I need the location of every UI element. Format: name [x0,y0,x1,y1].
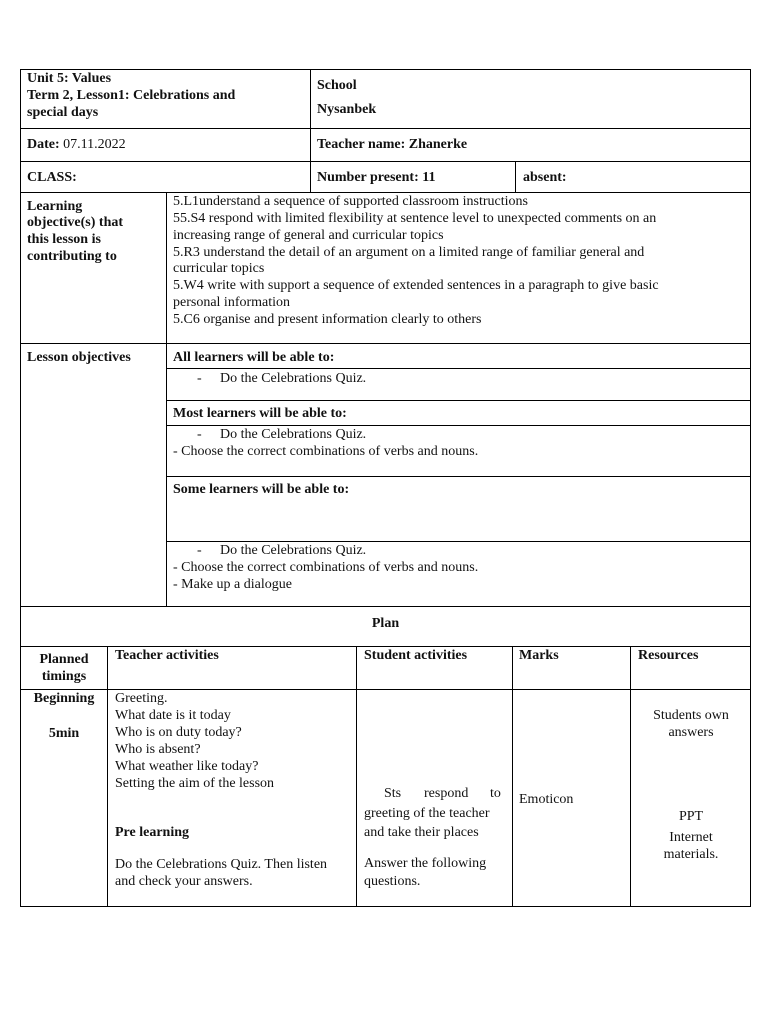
resource-line: Internet [669,830,713,845]
teacher-activity-line: Greeting. [115,691,168,706]
learning-objectives-label-4: contributing to [27,249,117,264]
student-activity-line: and take their places [364,825,479,840]
pre-learning-line: Do the Celebrations Quiz. Then listen [115,857,328,872]
resource-line: answers [668,725,714,740]
marks-value: Emoticon [519,792,574,807]
date-field [27,136,126,153]
learning-objective-line: 55.S4 respond with limited flexibility at sentence level to unexpected comments on an [173,211,657,226]
rule [166,400,751,401]
plan-title: Plan [371,616,400,631]
learning-objective-line: 5.C6 organise and present information clearly to others [173,312,482,327]
resource-line: materials. [663,847,719,862]
teacher-activity-line: Setting the aim of the lesson [115,776,275,791]
most-learners-item: - Choose the correct combinations of verbs and nouns. [173,444,479,459]
all-learners-item: Do the Celebrations Quiz. [220,371,367,386]
most-learners-heading: Most learners will be able to: [173,406,347,421]
rule [20,606,751,607]
number-present: Number present: 11 [317,170,436,185]
learning-objective-line: curricular topics [173,261,265,276]
resource-line: Students own [653,708,729,723]
student-answer-line: Answer the following [364,856,487,871]
col-header-resources: Resources [638,648,699,663]
teacher-activity-line: Who is absent? [115,742,201,757]
school-name: Nysanbek [317,102,377,117]
col-header-student: Student activities [364,648,468,663]
col-header-timings-2: timings [41,669,87,684]
date-label: Date: [27,137,60,152]
bullet-dash: - [197,543,202,558]
some-learners-item: Do the Celebrations Quiz. [220,543,367,558]
rule [107,646,108,907]
some-learners-heading: Some learners will be able to: [173,482,350,497]
bullet-dash: - [197,427,202,442]
learning-objective-line: personal information [173,295,291,310]
rule [166,476,751,477]
learning-objectives-label-2: objective(s) that [27,215,124,230]
rule [166,368,751,369]
teacher-activity-line: What weather like today? [115,759,259,774]
some-learners-item: - Make up a dialogue [173,577,292,592]
col-header-marks: Marks [519,648,559,663]
absent-label: absent: [523,170,567,185]
student-activity-word: respond [424,786,469,801]
lesson-title: Term 2, Lesson1: Celebrations and [27,88,236,103]
teacher-activity-line: What date is it today [115,708,231,723]
resource-line: PPT [678,809,704,824]
date-value: 07.11.2022 [63,137,126,152]
rule [630,646,631,907]
bullet-dash: - [197,371,202,386]
student-answer-line: questions. [364,874,421,889]
rule [20,69,751,70]
unit-title: Unit 5: Values [27,71,112,86]
stage-label: Beginning [33,691,95,706]
some-learners-item: - Choose the correct combinations of verbs and nouns. [173,560,479,575]
school-label: School [317,78,357,93]
student-activity-word: Sts [384,786,402,801]
rule [356,646,357,907]
rule [515,161,516,193]
learning-objective-line: 5.W4 write with support a sequence of extended sentences in a paragraph to give basic [173,278,659,293]
rule [20,161,751,162]
rule [750,69,751,907]
lesson-objectives-label: Lesson objectives [27,350,131,365]
teacher-activity-line: Who is on duty today? [115,725,242,740]
rule [20,128,751,129]
stage-duration: 5min [48,726,80,741]
lesson-title-cont: special days [27,105,99,120]
learning-objectives-label-3: this lesson is [27,232,101,247]
pre-learning-heading: Pre learning [115,825,190,840]
pre-learning-line: and check your answers. [115,874,253,889]
learning-objective-line: 5.R3 understand the detail of an argument on a limited range of familiar general and [173,245,645,260]
student-activity-line: greeting of the teacher [364,806,490,821]
rule [20,343,751,344]
student-activity-word: to [490,786,501,801]
learning-objectives-label-1: Learning [27,199,83,214]
teacher-name: Teacher name: Zhanerke [317,137,468,152]
most-learners-item: Do the Celebrations Quiz. [220,427,367,442]
col-header-timings-1: Planned [39,652,89,667]
rule [512,646,513,907]
learning-objective-line: increasing range of general and curricular topics [173,228,444,243]
rule [166,192,167,607]
rule [20,69,21,907]
col-header-teacher: Teacher activities [115,648,219,663]
learning-objective-line: 5.L1understand a sequence of supported classroom instructions [173,194,528,209]
rule [20,906,751,907]
all-learners-heading: All learners will be able to: [173,350,335,365]
class-label: CLASS: [27,170,77,185]
rule [310,69,311,193]
